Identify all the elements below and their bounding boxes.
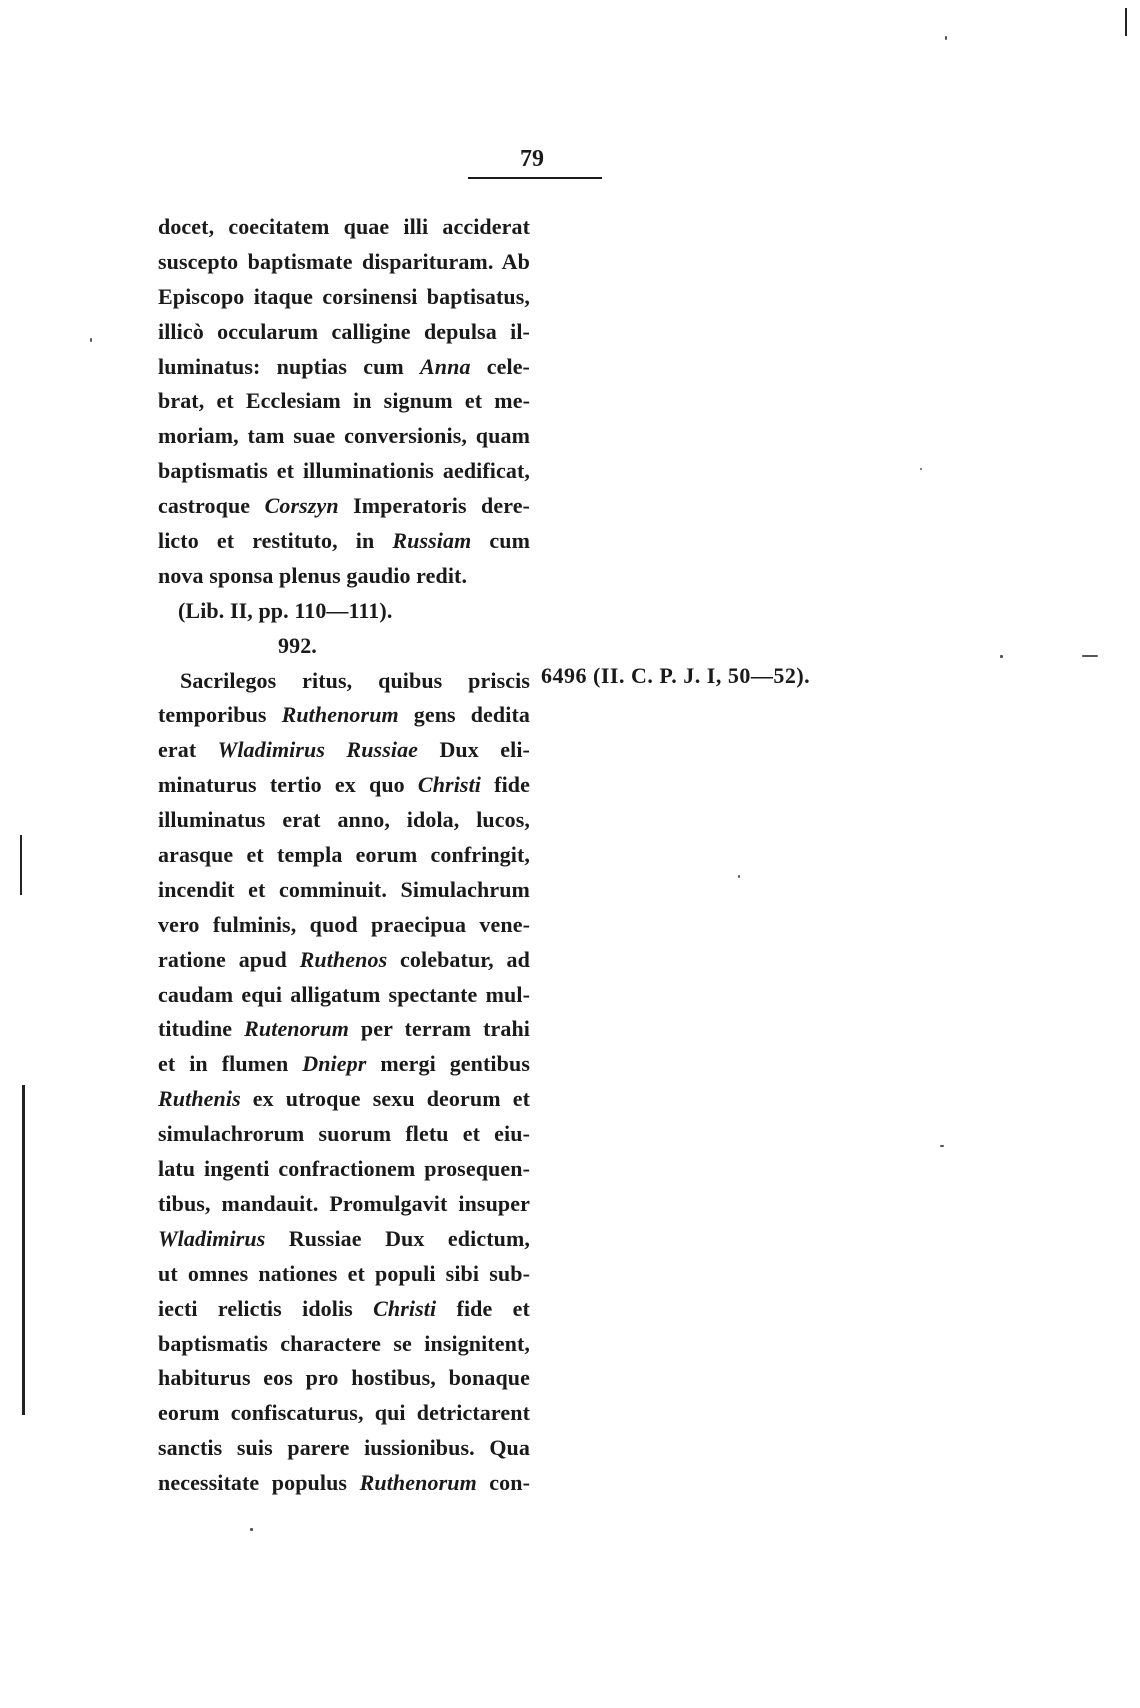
text-line: erat Wladimirus Russiae Dux eli- bbox=[158, 737, 530, 763]
section-number: 992. bbox=[278, 632, 317, 658]
text-line: incendit et comminuit. Simulachrum bbox=[158, 876, 530, 902]
scan-edge-mark bbox=[1125, 8, 1127, 36]
paragraph-continued bbox=[158, 210, 530, 594]
text-line: baptismatis et illuminationis aedificat, bbox=[158, 458, 530, 484]
text-line: Sacrilegos ritus, quibus priscis bbox=[180, 667, 530, 693]
paragraph-section-992 bbox=[158, 664, 530, 1501]
text-line: eorum confiscaturus, qui detrictarent bbox=[158, 1400, 530, 1426]
text-line: habiturus eos pro hostibus, bonaque bbox=[158, 1365, 530, 1391]
text-line: Episcopo itaque corsinensi baptisatus, bbox=[158, 283, 530, 309]
text-line: luminatus: nuptias cum Anna cele- bbox=[158, 353, 530, 379]
text-line: nova sponsa plenus gaudio redit. bbox=[158, 562, 468, 588]
text-line: licto et restituto, in Russiam cum bbox=[158, 528, 530, 554]
scan-speck bbox=[738, 875, 740, 878]
scan-speck bbox=[940, 1145, 944, 1147]
scan-speck bbox=[250, 1528, 253, 1531]
text-line: simulachrorum suorum fletu et eiu- bbox=[158, 1121, 530, 1147]
text-line: iecti relictis idolis Christi fide et bbox=[158, 1295, 530, 1321]
scan-speck bbox=[945, 36, 947, 40]
scan-edge-mark bbox=[20, 835, 22, 895]
text-line: illicò occularum calligine depulsa il- bbox=[158, 318, 530, 344]
text-line: illuminatus erat anno, idola, lucos, bbox=[158, 807, 530, 833]
scan-speck bbox=[920, 468, 922, 470]
text-line: ratione apud Ruthenos colebatur, ad bbox=[158, 946, 530, 972]
scan-speck bbox=[1000, 655, 1003, 658]
scan-edge-mark bbox=[22, 1085, 25, 1415]
text-line: minaturus tertio ex quo Christi fide bbox=[158, 772, 530, 798]
text-line: titudine Rutenorum per terram trahi bbox=[158, 1016, 531, 1042]
text-line: docet, coecitatem quae illi acciderat bbox=[158, 214, 530, 239]
margin-reference-note: 6496 (II. C. P. J. I, 50—52). bbox=[541, 663, 811, 688]
text-line: Wladimirus Russiae Dux edictum, bbox=[158, 1225, 530, 1251]
header-rule bbox=[468, 177, 602, 179]
text-line: brat, et Ecclesiam in signum et me- bbox=[158, 388, 530, 414]
main-text-column bbox=[158, 210, 530, 1501]
text-line: caudam equi alligatum spectante mul- bbox=[158, 981, 530, 1007]
text-line: et in flumen Dniepr mergi gentibus bbox=[158, 1051, 530, 1077]
page-number: 79 bbox=[520, 146, 544, 172]
citation-reference: (Lib. II, pp. 110—111). bbox=[178, 597, 393, 623]
text-line: vero fulminis, quod praecipua vene- bbox=[158, 911, 530, 937]
text-line: suscepto baptismate disparituram. Ab bbox=[158, 248, 530, 274]
text-line: castroque Corszyn Imperatoris dere- bbox=[158, 493, 530, 519]
text-line: baptismatis charactere se insignitent, bbox=[158, 1330, 530, 1356]
text-line: latu ingenti confractionem prosequen- bbox=[158, 1156, 530, 1182]
text-line: necessitate populus Ruthenorum con- bbox=[158, 1470, 531, 1496]
text-line: sanctis suis parere iussionibus. Qua bbox=[158, 1435, 530, 1461]
scan-speck bbox=[1082, 655, 1098, 657]
text-line: ut omnes nationes et populi sibi sub- bbox=[158, 1260, 530, 1286]
text-line: Ruthenis ex utroque sexu deorum et bbox=[158, 1086, 530, 1112]
scan-speck bbox=[90, 338, 92, 342]
text-line: temporibus Ruthenorum gens dedita bbox=[158, 702, 530, 728]
text-line: tibus, mandauit. Promulgavit insuper bbox=[158, 1190, 530, 1216]
text-line: moriam, tam suae conversionis, quam bbox=[158, 423, 530, 449]
text-line: arasque et templa eorum confringit, bbox=[158, 842, 530, 868]
